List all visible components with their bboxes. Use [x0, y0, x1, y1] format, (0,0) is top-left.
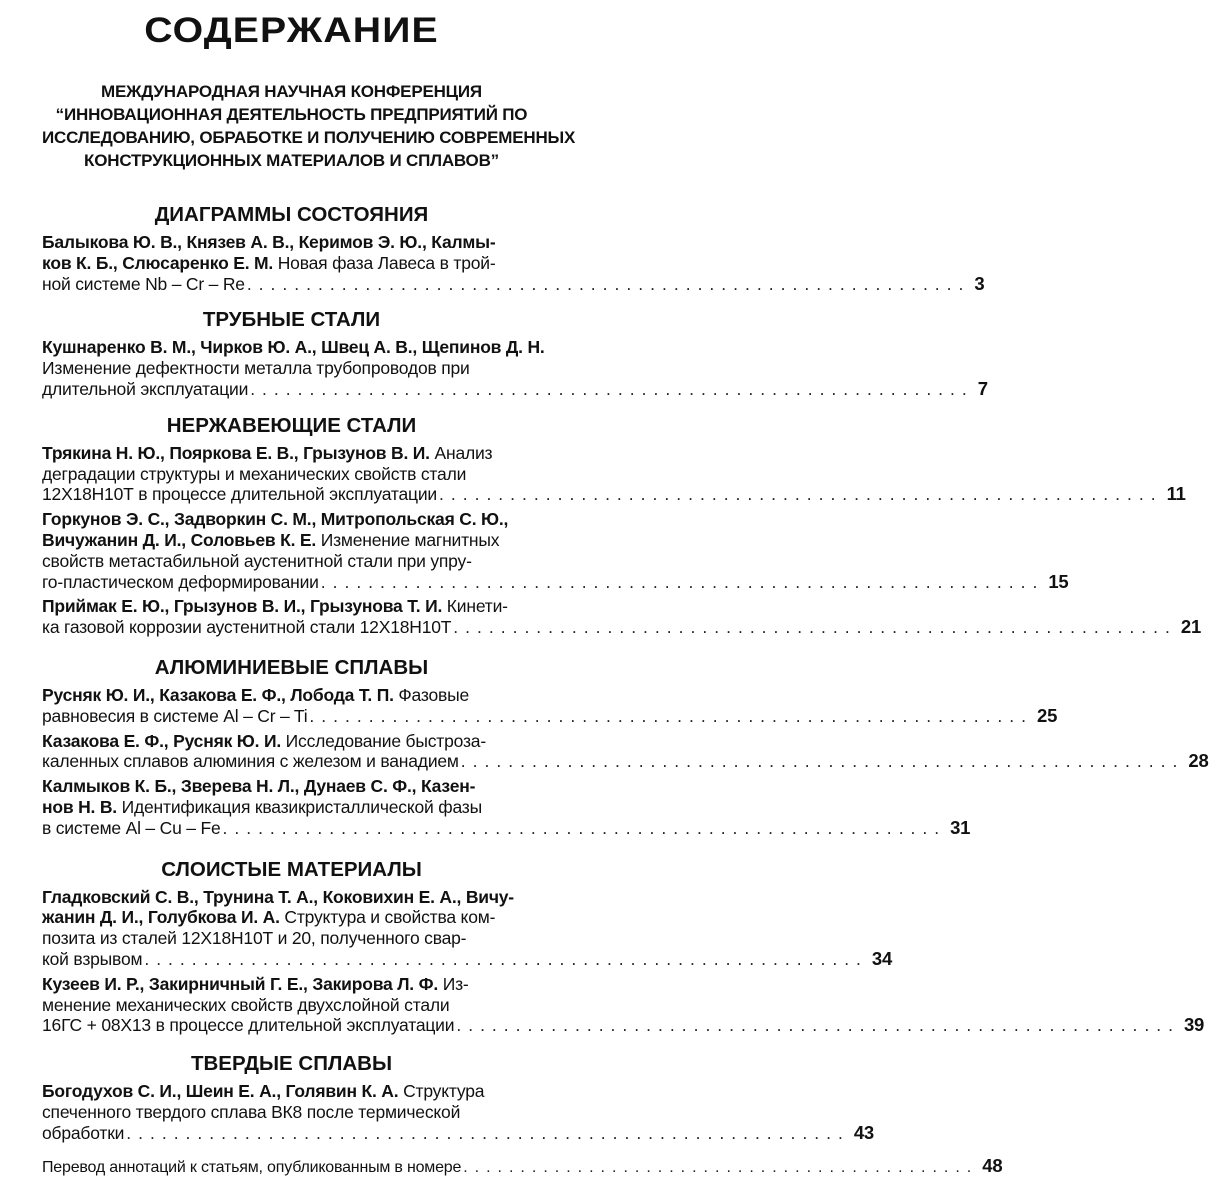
entry-title: обработки — [42, 1123, 124, 1144]
entry-title: позита из сталей 12Х18Н10Т и 20, полученного свар- — [42, 928, 466, 948]
entry-title: Структура и свойства ком- — [280, 907, 495, 927]
page-number: 31 — [950, 818, 970, 839]
page-title: СОДЕРЖАНИЕ — [12, 0, 571, 62]
entry-line — [42, 253, 541, 274]
toc-section — [42, 307, 541, 399]
entry-line — [42, 685, 541, 706]
entry-line — [42, 776, 541, 797]
entry-title: Из- — [438, 974, 469, 994]
entry-title: го-пластическом деформировании — [42, 572, 319, 593]
page-number: 3 — [974, 274, 984, 295]
entry-title: 12Х18Н10Т в процессе длительной эксплуатации — [42, 484, 437, 505]
conference-line: ИССЛЕДОВАНИЮ, ОБРАБОТКЕ И ПОЛУЧЕНИЮ СОВРЕМЕННЫХ — [42, 126, 541, 149]
conference-line: МЕЖДУНАРОДНАЯ НАУЧНАЯ КОНФЕРЕНЦИЯ — [42, 80, 541, 103]
entry-title: Структура — [398, 1081, 484, 1101]
toc-entry[interactable] — [42, 731, 541, 773]
entry-title: равновесия в системе Al – Cr – Ti — [42, 706, 307, 727]
page-number: 11 — [1167, 484, 1186, 505]
section-heading: АЛЮМИНИЕВЫЕ СПЛАВЫ — [42, 655, 541, 681]
toc-sections — [42, 202, 541, 1144]
entry-authors: Русняк Ю. И., Казакова Е. Ф., Лобода Т. П. — [42, 685, 394, 705]
entry-title: каленных сплавов алюминия с железом и ванадием — [42, 751, 459, 772]
toc-section — [42, 202, 541, 294]
dot-leader: ............................................................. — [453, 617, 1177, 638]
toc-entry[interactable] — [42, 1081, 541, 1143]
toc-entry[interactable] — [42, 887, 541, 970]
entry-title: Исследование быстроза- — [281, 731, 486, 751]
dot-leader: ............................................................. — [222, 818, 946, 839]
page-number: 15 — [1048, 572, 1068, 593]
entry-title: Перевод аннотаций к статьям, опубликованным в номере — [42, 1158, 461, 1178]
entry-authors: Горкунов Э. С., Задворкин С. М., Митропольская С. Ю., — [42, 509, 508, 529]
entry-line — [42, 509, 541, 530]
dot-leader: ............................................................. — [321, 572, 1045, 593]
page-number: 43 — [854, 1123, 874, 1144]
dot-leader: ............................................................. — [461, 751, 1185, 772]
entry-line — [42, 907, 541, 928]
page-number: 25 — [1037, 706, 1057, 727]
entry-title: Новая фаза Лавеса в трой- — [273, 253, 495, 273]
entry-line — [42, 551, 541, 572]
entry-authors: ков К. Б., Слюсаренко Е. М. — [42, 253, 273, 273]
entry-title: свойств метастабильной аустенитной стали при упру- — [42, 551, 472, 571]
entry-line — [42, 232, 541, 253]
entry-title: Изменение дефектности металла трубопроводов при — [42, 358, 470, 378]
entry-line — [42, 1102, 541, 1123]
toc-entry[interactable] — [42, 685, 541, 727]
entry-authors: Казакова Е. Ф., Русняк Ю. И. — [42, 731, 281, 751]
dot-leader: ............................................................. — [247, 274, 971, 295]
entry-authors: Богодухов С. И., Шеин Е. А., Голявин К. А. — [42, 1081, 398, 1101]
entry-title: Изменение магнитных — [316, 530, 499, 550]
entry-line — [42, 530, 541, 551]
entry-authors: Кузеев И. Р., Закирничный Г. Е., Закирова Л. Ф. — [42, 974, 438, 994]
entry-title: ка газовой коррозии аустенитной стали 12Х18Н10Т — [42, 617, 451, 638]
toc-entry[interactable] — [42, 337, 541, 399]
entry-title: Фазовые — [394, 685, 469, 705]
toc-section — [42, 1051, 541, 1143]
entry-line — [42, 464, 541, 485]
entry-title: менение механических свойств двухслойной стали — [42, 995, 449, 1015]
entry-line — [42, 358, 541, 379]
entry-authors: нов Н. В. — [42, 797, 117, 817]
entry-title: 16ГС + 08Х13 в процессе длительной эксплуатации — [42, 1015, 454, 1036]
entry-line — [42, 596, 541, 617]
toc-entry[interactable] — [42, 232, 541, 294]
toc-entry[interactable] — [42, 776, 541, 838]
section-heading: ДИАГРАММЫ СОСТОЯНИЯ — [42, 202, 541, 228]
page-number: 34 — [872, 949, 892, 970]
entry-line — [42, 928, 541, 949]
page-number: 39 — [1184, 1015, 1204, 1036]
section-heading: СЛОИСТЫЕ МАТЕРИАЛЫ — [42, 857, 541, 883]
entry-line — [42, 731, 541, 752]
dot-leader: ............................................................. — [126, 1123, 850, 1144]
entry-title: в системе Al – Cu – Fe — [42, 818, 220, 839]
dot-leader: ............................................................. — [456, 1015, 1180, 1036]
dot-leader: ............................................................. — [439, 484, 1163, 505]
toc-section — [42, 655, 541, 839]
toc-entry[interactable] — [42, 596, 541, 638]
entry-authors: Калмыков К. Б., Зверева Н. Л., Дунаев С. Ф., Казен- — [42, 776, 475, 796]
dot-leader: ............................................. — [463, 1158, 978, 1178]
entry-authors: Кушнаренко В. М., Чирков Ю. А., Швец А. В., Щепинов Д. Н. — [42, 337, 545, 357]
conference-title — [42, 80, 541, 172]
conference-line: КОНСТРУКЦИОННЫХ МАТЕРИАЛОВ И СПЛАВОВ” — [42, 149, 541, 172]
section-heading: ТРУБНЫЕ СТАЛИ — [42, 307, 541, 333]
toc-entry[interactable] — [42, 443, 541, 505]
entry-authors: Приймак Е. Ю., Грызунов В. И., Грызунова Т. И. — [42, 596, 442, 616]
entry-line — [42, 995, 541, 1016]
entry-title: кой взрывом — [42, 949, 142, 970]
toc-section — [42, 857, 541, 1037]
entry-authors: Трякина Н. Ю., Пояркова Е. В., Грызунов В. И. — [42, 443, 430, 463]
dot-leader: ............................................................. — [309, 706, 1033, 727]
entry-line — [42, 974, 541, 995]
entry-title: Кинети- — [442, 596, 508, 616]
dot-leader: ............................................................. — [250, 379, 974, 400]
toc-entry[interactable] — [42, 509, 541, 592]
entry-title: деградации структуры и механических свойств стали — [42, 464, 466, 484]
entry-title: спеченного твердого сплава ВК8 после термической — [42, 1102, 460, 1122]
conference-line: “ИННОВАЦИОННАЯ ДЕЯТЕЛЬНОСТЬ ПРЕДПРИЯТИЙ ПО — [42, 103, 541, 126]
section-heading: ТВЕРДЫЕ СПЛАВЫ — [42, 1051, 541, 1077]
entry-line — [42, 443, 541, 464]
page-number: 48 — [982, 1156, 1002, 1177]
toc-entry[interactable] — [42, 974, 541, 1036]
entry-line — [42, 337, 541, 358]
entry-line — [42, 1081, 541, 1102]
entry-authors: жанин Д. И., Голубкова И. А. — [42, 907, 280, 927]
entry-title: ной системе Nb – Cr – Re — [42, 274, 245, 295]
section-heading: НЕРЖАВЕЮЩИЕ СТАЛИ — [42, 413, 541, 439]
entry-title: длительной эксплуатации — [42, 379, 248, 400]
entry-authors: Вичужанин Д. И., Соловьев К. Е. — [42, 530, 316, 550]
toc-page — [0, 0, 569, 1167]
entry-line — [42, 887, 541, 908]
toc-entry-translations[interactable] — [42, 1156, 541, 1178]
entry-authors: Гладковский С. В., Трунина Т. А., Коковихин Е. А., Вичу- — [42, 887, 514, 907]
entry-line — [42, 797, 541, 818]
entry-title: Анализ — [430, 443, 493, 463]
page-number: 7 — [978, 379, 988, 400]
page-number: 21 — [1181, 617, 1201, 638]
entry-title: Идентификация квазикристаллической фазы — [117, 797, 482, 817]
page-number: 28 — [1188, 751, 1208, 772]
toc-section — [42, 413, 541, 638]
entry-authors: Балыкова Ю. В., Князев А. В., Керимов Э. Ю., Калмы- — [42, 232, 496, 252]
dot-leader: ............................................................. — [144, 949, 868, 970]
